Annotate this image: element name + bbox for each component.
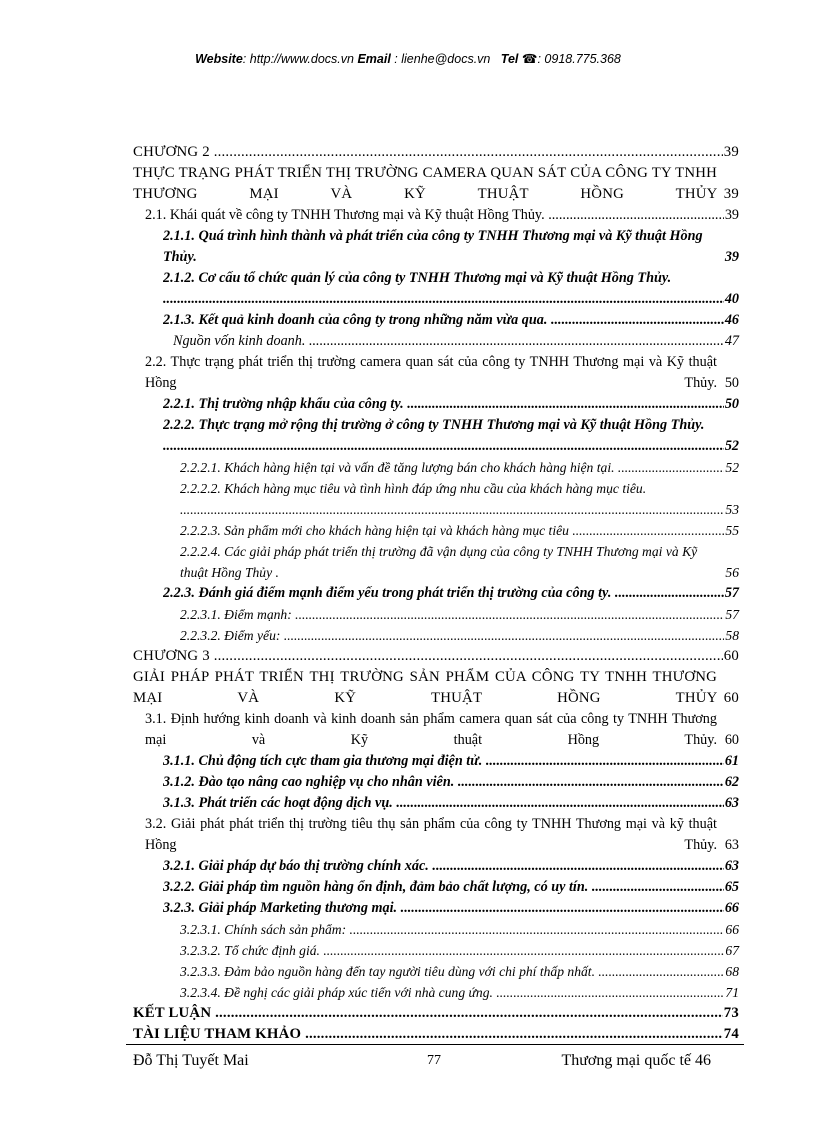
- toc-entry[interactable]: 3.2.3. Giải pháp Marketing thương mại. ..... 66: [133, 898, 739, 919]
- toc-entry[interactable]: 2.2.2.1. Khách hàng hiện tại và vấn đề tăng lượng bán cho khách hàng hiện tại. ..... 52: [133, 457, 739, 478]
- toc-entry[interactable]: 2.1.1. Quá trình hình thành và phát triển của công ty TNHH Thương mại và Kỹ thuật Hồng Thủy. ..... 39: [133, 226, 739, 268]
- toc-entry[interactable]: Nguồn vốn kinh doanh. ..... 47: [133, 331, 739, 352]
- toc-entry[interactable]: 2.2.2.4. Các giải pháp phát triển thị trường đã vận dụng của công ty TNHH Thương mại và Kỹ thuật Hồng Thủy . ..... 56: [133, 541, 739, 583]
- toc-entry[interactable]: 3.2.2. Giải pháp tìm nguồn hàng ổn định, đảm bảo chất lượng, có uy tín. ..... 65: [133, 877, 739, 898]
- toc-page: 52: [724, 457, 739, 478]
- toc-entry[interactable]: 3.2.3.1. Chính sách sản phẩm: ..... 66: [133, 919, 739, 940]
- toc-entry[interactable]: 3.2.3.2. Tổ chức định giá. ..... 67: [133, 940, 739, 961]
- toc-page: 71: [724, 982, 739, 1003]
- toc-page: 66: [724, 898, 739, 919]
- toc-entry[interactable]: 2.2.3.2. Điểm yếu: ..... 58: [133, 625, 739, 646]
- tel-label: Tel: [500, 52, 519, 66]
- toc-page: 68: [724, 961, 739, 982]
- toc-page: 63: [724, 835, 739, 856]
- toc-page: 52: [724, 436, 739, 457]
- website-value[interactable]: : http://www.docs.vn: [242, 52, 354, 66]
- toc-page: 74: [723, 1024, 739, 1045]
- toc-page: 67: [724, 940, 739, 961]
- toc-entry[interactable]: TÀI LIỆU THAM KHẢO ..... 74: [133, 1024, 739, 1045]
- toc-page: 62: [724, 772, 739, 793]
- website-label: Website: [195, 52, 243, 66]
- toc-page: 57: [724, 604, 739, 625]
- page-header: [0, 51, 816, 66]
- toc-entry[interactable]: 2.2. Thực trạng phát triển thị trường camera quan sát của công ty TNHH Thương mại và Kỹ thuật Hồng Thủy. ..... 50: [133, 352, 739, 394]
- toc-page: 60: [724, 730, 739, 751]
- toc-page: 73: [723, 1003, 739, 1024]
- toc-entry[interactable]: 2.1.3. Kết quả kinh doanh của công ty trong những năm vừa qua. ..... 46: [133, 310, 739, 331]
- toc-entry[interactable]: 2.2.3. Đánh giá điểm mạnh điểm yếu trong phát triển thị trường của công ty. ..... 57: [133, 583, 739, 604]
- table-of-contents: [133, 142, 739, 1045]
- toc-entry[interactable]: 2.1.2. Cơ cấu tổ chức quản lý của công ty TNHH Thương mại và Kỹ thuật Hồng Thủy. ..... 40: [133, 268, 739, 310]
- toc-entry[interactable]: 2.2.2.3. Sản phẩm mới cho khách hàng hiện tại và khách hàng mục tiêu ..... 55: [133, 520, 739, 541]
- toc-page: 56: [724, 562, 739, 583]
- toc-entry[interactable]: CHƯƠNG 2 ..... 39: [133, 142, 739, 163]
- toc-entry[interactable]: 3.2. Giải phát phát triển thị trường tiêu thụ sản phẩm của công ty TNHH Thương mại và kỹ thuật Hồng Thủy. ..... 63: [133, 814, 739, 856]
- toc-entry[interactable]: THỰC TRẠNG PHÁT TRIỂN THỊ TRƯỜNG CAMERA QUAN SÁT CỦA CÔNG TY TNHH THƯƠNG MẠI VÀ KỸ THUẬT HỒNG THỦY ..... 39: [133, 163, 739, 205]
- toc-entry[interactable]: 3.1.1. Chủ động tích cực tham gia thương mại điện tử. ..... 61: [133, 751, 739, 772]
- toc-page: 55: [724, 520, 739, 541]
- toc-entry[interactable]: 2.1. Khái quát về công ty TNHH Thương mại và Kỹ thuật Hồng Thủy. ..... 39: [133, 205, 739, 226]
- toc-page: 46: [724, 310, 739, 331]
- toc-page: 47: [724, 331, 739, 352]
- toc-entry[interactable]: 3.2.1. Giải pháp dự báo thị trường chính xác. ..... 63: [133, 856, 739, 877]
- toc-entry[interactable]: 3.1.2. Đào tạo nâng cao nghiệp vụ cho nhân viên. ..... 62: [133, 772, 739, 793]
- footer-page-number: 77: [427, 1053, 441, 1068]
- toc-entry[interactable]: 2.2.1. Thị trường nhập khẩu của công ty. ..... 50: [133, 394, 739, 415]
- toc-entry[interactable]: KẾT LUẬN ..... 73: [133, 1003, 739, 1024]
- toc-page: 61: [724, 751, 739, 772]
- toc-page: 60: [723, 646, 739, 667]
- toc-page: 66: [724, 919, 739, 940]
- footer-divider: [126, 1044, 744, 1045]
- toc-entry[interactable]: 2.2.3.1. Điểm mạnh: ..... 57: [133, 604, 739, 625]
- toc-entry[interactable]: 3.1.3. Phát triển các hoạt động dịch vụ. ..... 63: [133, 793, 739, 814]
- toc-page: 39: [723, 142, 739, 163]
- toc-page: 39: [724, 247, 739, 268]
- toc-entry[interactable]: 2.2.2. Thực trạng mở rộng thị trường ở công ty TNHH Thương mại và Kỹ thuật Hồng Thủy. ..... 52: [133, 415, 739, 457]
- toc-page: 58: [724, 625, 739, 646]
- toc-page: 50: [724, 373, 739, 394]
- footer-author: Đỗ Thị Tuyết Mai: [133, 1052, 249, 1069]
- footer-class: Thương mại quốc tế 46: [561, 1052, 711, 1069]
- email-value[interactable]: : lienhe@docs.vn: [394, 52, 491, 66]
- phone-icon: ☎: [521, 52, 538, 66]
- toc-page: 63: [724, 856, 739, 877]
- toc-page: 50: [724, 394, 739, 415]
- toc-page: 53: [724, 499, 739, 520]
- toc-entry[interactable]: 3.2.3.4. Đề nghị các giải pháp xúc tiến với nhà cung ứng. ..... 71: [133, 982, 739, 1003]
- toc-entry[interactable]: CHƯƠNG 3 ..... 60: [133, 646, 739, 667]
- email-label: Email: [357, 52, 391, 66]
- toc-entry[interactable]: 2.2.2.2. Khách hàng mục tiêu và tình hình đáp ứng nhu cầu của khách hàng mục tiêu. ..... 53: [133, 478, 739, 520]
- toc-page: 65: [724, 877, 739, 898]
- toc-page: 57: [724, 583, 739, 604]
- toc-entry[interactable]: 3.2.3.3. Đảm bảo nguồn hàng đến tay người tiêu dùng với chi phí thấp nhất. ..... 68: [133, 961, 739, 982]
- toc-page: 63: [724, 793, 739, 814]
- toc-page: 39: [724, 205, 739, 226]
- toc-entry[interactable]: GIẢI PHÁP PHÁT TRIỂN THỊ TRƯỜNG SẢN PHẨM CỦA CÔNG TY TNHH THƯƠNG MẠI VÀ KỸ THUẬT HỒNG THỦY ..... 60: [133, 667, 739, 709]
- toc-page: 40: [724, 289, 739, 310]
- toc-page: 39: [723, 184, 739, 205]
- toc-page: 60: [723, 688, 739, 709]
- toc-entry[interactable]: 3.1. Định hướng kinh doanh và kinh doanh sản phẩm camera quan sát của công ty TNHH Thương mại và Kỹ thuật Hồng Thủy. ..... 60: [133, 709, 739, 751]
- tel-value: : 0918.775.368: [537, 52, 621, 66]
